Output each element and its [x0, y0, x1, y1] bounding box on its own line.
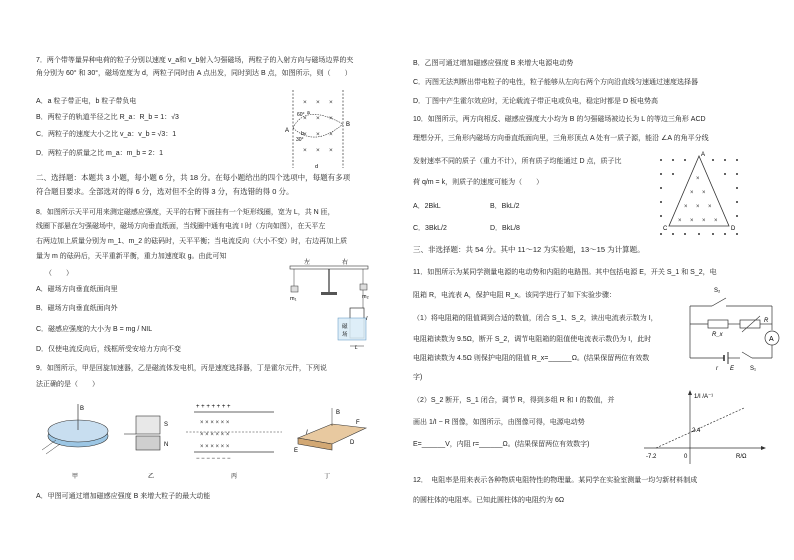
- q7-label-b-point: B: [346, 122, 351, 128]
- q10-triangle: [669, 156, 729, 226]
- q8-option-a: A．磁场方向垂直纸面向里: [36, 286, 118, 293]
- q7-option-c: C．两粒子的速度大小之比 v_a：v_b = √3：1: [36, 131, 177, 138]
- q10-option-b: B．BkL/2: [490, 203, 520, 210]
- graph-xlabel: R/Ω: [736, 454, 747, 460]
- q7-option-b: B．两粒子的轨道半径之比 R_a：R_b = 1：√3: [36, 114, 179, 121]
- svg-text:×: ×: [303, 147, 307, 154]
- q10-triangle-figure: [655, 150, 745, 240]
- svg-text:×: ×: [696, 204, 700, 210]
- svg-text:×: ×: [702, 190, 706, 196]
- q9-label-bing: 丙: [231, 474, 238, 480]
- q9-line2: 法正确的是（ ）: [36, 381, 99, 388]
- q8-line1: 8．如图所示天平可用来测定磁感应强度，天平的右臂下面挂有一个矩形线圈，宽为 L，共 N 匝，: [36, 209, 335, 216]
- svg-text:×: ×: [329, 147, 333, 154]
- q11-circuit-figure: [682, 282, 782, 374]
- q9-label-i: I: [306, 430, 308, 436]
- q10-line2: 理想分开，三角形内磁场方向垂直纸面向里，三角形顶点 A 处有一质子源，能沿 ∠A 的角平分线: [413, 135, 709, 142]
- q11-resistance-box: [740, 320, 760, 328]
- q8-line4: 量为 m 的砝码后，天平重新平衡，重力加速度取 g。由此可知: [36, 253, 227, 260]
- q11-line2: 阻箱 R，电流表 A，保护电阻 R_x。该同学进行了如下实验步骤：: [413, 292, 617, 299]
- q7-label-b: b: [301, 131, 304, 137]
- graph-ylabel: 1/I /A⁻¹: [694, 394, 714, 400]
- q7-line2: 角分别为 60° 和 30°，磁场宽度为 d，两粒子同时由 A 点出发，同时到达 B 点，如图所示，则（ ）: [36, 70, 352, 77]
- q8-label-right: 右: [342, 260, 349, 266]
- svg-text:×: ×: [690, 190, 694, 196]
- q11-step1-line2: 电阻箱读数为 9.5Ω，断开 S_2，调节电阻箱的阻值使电流表示数仍为 I，此时: [413, 336, 652, 343]
- svg-text:× × × × × ×: × × × × × ×: [200, 420, 230, 426]
- q11-graph: [640, 388, 770, 470]
- q11-label-e: E: [730, 366, 735, 372]
- q8-label-field2: 场: [342, 332, 348, 338]
- q8-label-field1: 磁: [342, 324, 348, 330]
- q9-label-b: B: [80, 406, 85, 412]
- svg-text:×: ×: [684, 204, 688, 210]
- q9-option-a: A．甲图可通过增加磁感应强度 B 来增大粒子的最大动能: [36, 493, 211, 500]
- q7-label-a-point: A: [285, 128, 290, 134]
- q11-label-s2: S₂: [714, 288, 721, 294]
- q11-label-s1: S₁: [750, 366, 757, 372]
- q9-option-c: C．丙图无法判断出带电粒子的电性，粒子能够从左向右两个方向沿直线匀速通过速度选择器: [413, 79, 699, 86]
- q8-label-i: I: [366, 316, 368, 322]
- svg-text:×: ×: [714, 218, 718, 224]
- svg-text:×: ×: [316, 131, 320, 138]
- q9-devices-figure: [36, 394, 376, 486]
- q9-mhd-generator: [124, 416, 168, 480]
- q11-label-rx: R_x: [712, 332, 723, 338]
- q8-option-d: D．仅使电流反向后，线框所受安培力方向不变: [36, 346, 182, 353]
- svg-text:×: ×: [690, 218, 694, 224]
- q8-label-left: 左: [304, 260, 311, 266]
- q9-hall-element: [294, 408, 366, 480]
- q9-label-yi: 乙: [148, 474, 155, 480]
- q10-label-d: D: [731, 226, 736, 232]
- q11-step1-line1: （1）将电阻箱的阻值调到合适的数值，闭合 S_1、S_2，读出电流表示数为 I，: [413, 315, 658, 322]
- svg-text:× × × × × ×: × × × × × ×: [200, 432, 230, 438]
- q11-label-r: R: [764, 318, 769, 324]
- q9-option-b: B．乙图可通过增加磁感应强度 B 来增大电源电动势: [413, 60, 574, 67]
- q7-figure: [285, 88, 363, 170]
- svg-text:+ + + + + + +: + + + + + + +: [196, 404, 231, 410]
- svg-text:×: ×: [329, 99, 333, 106]
- sec2-line1: 二、选择题：本题共 3 小题，每小题 6 分，共 18 分。在每小题给出的四个选项中，每题有多项: [36, 173, 351, 182]
- q8-label-m1: m₁: [290, 296, 297, 302]
- q10-line4: 荷 q/m = k，则质子的速度可能为（ ）: [413, 179, 544, 186]
- q11-switch-s1: [742, 352, 752, 358]
- sec2-line2: 符合题目要求。全部选对的得 6 分，选对但不全的得 3 分，有选错的得 0 分。: [36, 187, 294, 196]
- q9-velocity-selector: [186, 404, 282, 480]
- q8-line3: 右两边加上质量分别为 m_1、m_2 的砝码时，天平平衡；当电流反向（大小不变）时，右边再加上质: [36, 238, 348, 245]
- q8-beam: [290, 266, 368, 269]
- q10-option-a: A．2BkL: [413, 203, 441, 210]
- q7-label-d: d: [315, 164, 319, 170]
- q9-label-f: F: [356, 420, 360, 426]
- q10-line1: 10．如图所示，两方向相反、磁感应强度大小均为 B 的匀强磁场被边长为 L 的等边三角形 ACD: [413, 116, 706, 123]
- q11-label-r-small: r: [716, 366, 718, 372]
- q8-label-m2: m₂: [362, 294, 369, 300]
- svg-text:×: ×: [696, 176, 700, 182]
- svg-text:×: ×: [702, 218, 706, 224]
- q11-step2-line1: （2）S_2 断开，S_1 闭合，调节 R，得到多组 R 和 I 的数值，并: [413, 397, 615, 404]
- q10-option-d: D．BkL/8: [490, 225, 520, 232]
- q11-label-a: A: [769, 336, 774, 343]
- svg-text:×: ×: [329, 115, 333, 122]
- q9-label-jia: 甲: [72, 474, 79, 480]
- q10-option-c: C．3BkL/2: [413, 225, 447, 232]
- graph-x-neg: -7.2: [646, 454, 657, 460]
- q7-field-crosses: [303, 99, 333, 154]
- svg-text:×: ×: [303, 131, 307, 138]
- q11-step1-line4: 字): [413, 374, 423, 381]
- q7-option-d: D．两粒子的质量之比 m_a：m_b = 2：1: [36, 150, 163, 157]
- q11-rx: [708, 320, 728, 328]
- sec3: 三、非选择题：共 54 分。其中 11～12 为实验题，13～15 为计算题。: [413, 245, 645, 254]
- q10-label-a: A: [701, 152, 706, 158]
- q12-line1: 12． 电阻率是用来表示各种物质电阻特性的物理量。某同学在实验室测量一均匀新材料制成: [413, 477, 698, 484]
- q11-step1-line3: 电阻箱读数为 4.5Ω 则保护电阻的阻值 R_x=______Ω。(结果保留两位有效数: [413, 355, 650, 362]
- q9-label-d: D: [350, 440, 355, 446]
- svg-text:×: ×: [303, 99, 307, 106]
- q8-weight-m1: [291, 286, 298, 292]
- svg-text:×: ×: [316, 147, 320, 154]
- q9-label-n: N: [164, 442, 169, 448]
- q9-label-s: S: [164, 422, 169, 428]
- svg-text:×: ×: [303, 115, 307, 122]
- q10-inner-crosses: [678, 176, 718, 224]
- q10-outer-dots: [660, 159, 738, 235]
- q8-label-l: L: [355, 345, 358, 350]
- graph-y-value: 2.4: [692, 428, 701, 434]
- svg-text:×: ×: [678, 218, 682, 224]
- q8-line2: 线圈下部悬在匀强磁场中，磁场方向垂直纸面，当线圈中通有电流 I 时（方向如图），在天平左: [36, 223, 326, 230]
- q9-option-d: D．丁图中产生霍尔效应时，无论载流子带正电或负电，稳定时都是 D 板电势高: [413, 98, 658, 105]
- q11-step2-line3: E=______V，内阻 r=______Ω。(结果保留两位有效数字): [413, 441, 590, 448]
- q10-line3: 发射速率不同的质子（重力不计），所有质子均能通过 D 点，质子比: [413, 158, 622, 165]
- q11-line1: 11．如图所示为某同学测量电源的电动势和内阻的电路图。其中包括电源 E，开关 S_1 和 S_2，电: [413, 269, 717, 276]
- q9-line1: 9．如图所示，甲是回旋加速器，乙是磁流体发电机，丙是速度选择器，丁是霍尔元件，下列说: [36, 365, 327, 372]
- q9-label-e: E: [294, 448, 299, 454]
- q8-option-c: C．磁感应强度的大小为 B = mg / NIL: [36, 326, 153, 333]
- q7-label-60: 60°: [297, 112, 305, 118]
- q9-label-ding: 丁: [324, 474, 331, 480]
- q9-label-b2: B: [336, 410, 341, 416]
- q8-base: [321, 292, 337, 295]
- svg-text:×: ×: [316, 99, 320, 106]
- q7-option-a: A．a 粒子带正电，b 粒子带负电: [36, 98, 137, 105]
- svg-text:×: ×: [329, 131, 333, 138]
- q7-label-30: 30°: [296, 137, 304, 143]
- q7-line1: 7．两个带等量异种电荷的粒子分别以速度 v_a和 v_b射入匀强磁场，两粒子的入射方向与磁场边界的夹: [36, 57, 354, 64]
- svg-text:− − − − − − −: − − − − − − −: [196, 456, 231, 462]
- q12-line2: 的圆柱体的电阻率。已知此圆柱体的电阻约为 6Ω: [413, 497, 565, 504]
- svg-text:× × × × × ×: × × × × × ×: [200, 444, 230, 450]
- graph-origin: 0: [684, 454, 688, 460]
- q11-switch-s2: [712, 298, 726, 306]
- svg-text:×: ×: [316, 115, 320, 122]
- q11-step2-line2: 画出 1/I − R 图像，如图所示，由图像可得，电源电动势: [413, 419, 585, 426]
- q9-cyclotron: [42, 404, 108, 480]
- q8-option-b: B．磁场方向垂直纸面向外: [36, 305, 118, 312]
- q8-balance-figure: [288, 256, 370, 350]
- q8-weight-m2: [360, 284, 367, 290]
- q10-label-c: C: [663, 226, 668, 232]
- q7-label-a: a: [307, 110, 310, 116]
- q8-paren: （ ）: [45, 270, 73, 277]
- svg-text:×: ×: [708, 204, 712, 210]
